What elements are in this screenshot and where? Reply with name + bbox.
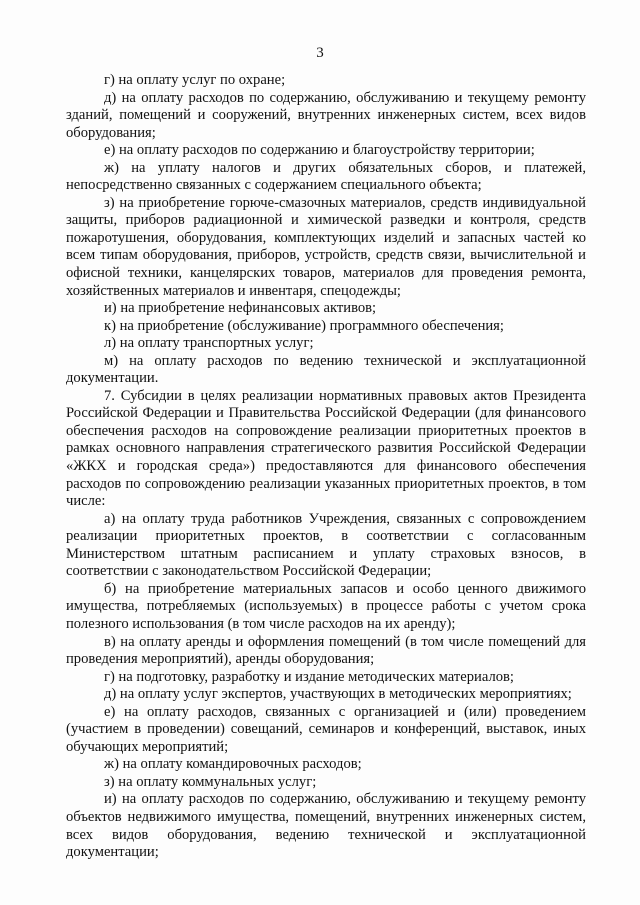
paragraph-e-events: е) на оплату расходов, связанных с организацией и (или) проведением (участием в проведении) совещаний, семинаров и конференций, выставок, иных обучающих мероприятий; (66, 703, 586, 755)
paragraph-g-security: г) на оплату услуг по охране; (104, 72, 286, 88)
page-number: 3 (316, 45, 324, 61)
paragraph-zh-travel: ж) на оплату командировочных расходов; (104, 756, 362, 773)
paragraph-d-buildings: д) на оплату расходов по содержанию, обслуживанию и текущему ремонту зданий, помещений и сооружений, внутренних инженерных систем, всех видов оборудования; (66, 89, 586, 141)
paragraph-i-maintenance: и) на оплату расходов по содержанию, обслуживанию и текущему ремонту объектов недвижимого имущества, помещений, внутренних инженерных систем, всех видов оборудования, ведению технической и эксплуатационной документации; (66, 791, 586, 861)
paragraph-m-documentation: м) на оплату расходов по ведению технической и эксплуатационной документации. (66, 352, 586, 387)
paragraph-v-rent: в) на оплату аренды и оформления помещений (в том числе помещений для проведения мероприятий), аренды оборудования; (66, 633, 586, 668)
paragraph-i-assets: и) на приобретение нефинансовых активов; (104, 300, 377, 317)
paragraph-zh-taxes: ж) на уплату налогов и других обязательных сборов, и платежей, непосредственно связанных с содержанием специального объекта; (66, 159, 586, 194)
paragraph-b-inventory: б) на приобретение материальных запасов и особо ценного движимого имущества, потребляемых (используемых) в процессе работы с учетом срока полезного использования (в том числе расходов на их аренду); (66, 580, 586, 632)
paragraph-7-subsidies: 7. Субсидии в целях реализации нормативных правовых актов Президента Российской Федерации и Правительства Российской Федерации (для финансового обеспечения расходов на сопровождение реализации приоритетных проектов в рамках основного направления стратегического развития Российской Федерации «ЖКХ и городская среда») предоставляются для финансового обеспечения расходов по сопровождению реализации указанных приоритетных проектов, в том числе: (66, 387, 586, 510)
paragraph-d-experts: д) на оплату услуг экспертов, участвующих в методических мероприятиях; (104, 686, 572, 703)
paragraph-e-territory: е) на оплату расходов по содержанию и благоустройству территории; (104, 142, 535, 159)
paragraph-k-software: к) на приобретение (обслуживание) программного обеспечения; (104, 317, 504, 334)
paragraph-z-utilities: з) на оплату коммунальных услуг; (104, 773, 317, 790)
paragraph-l-transport: л) на оплату транспортных услуг; (104, 335, 314, 352)
document-body (66, 72, 586, 862)
paragraph-z-materials: з) на приобретение горюче-смазочных материалов, средств индивидуальной защиты, приборов радиационной и химической разведки и контроля, средств пожаротушения, оборудования, комплектующих изделий и запасных частей ко всем типам оборудования, приборов, устройств, средств связи, вычислительной и офисной техники, канцелярских товаров, материалов для проведения ремонта, хозяйственных материалов и инвентаря, спецодежды; (66, 194, 586, 299)
paragraph-a-salaries: а) на оплату труда работников Учреждения, связанных с сопровождением реализации приоритетных проектов, в соответствии с согласованным Министерством штатным расписанием и уплату страховых взносов, в соответствии с законодательством Российской Федерации; (66, 510, 586, 580)
paragraph-g-methodical: г) на подготовку, разработку и издание методических материалов; (104, 668, 514, 685)
